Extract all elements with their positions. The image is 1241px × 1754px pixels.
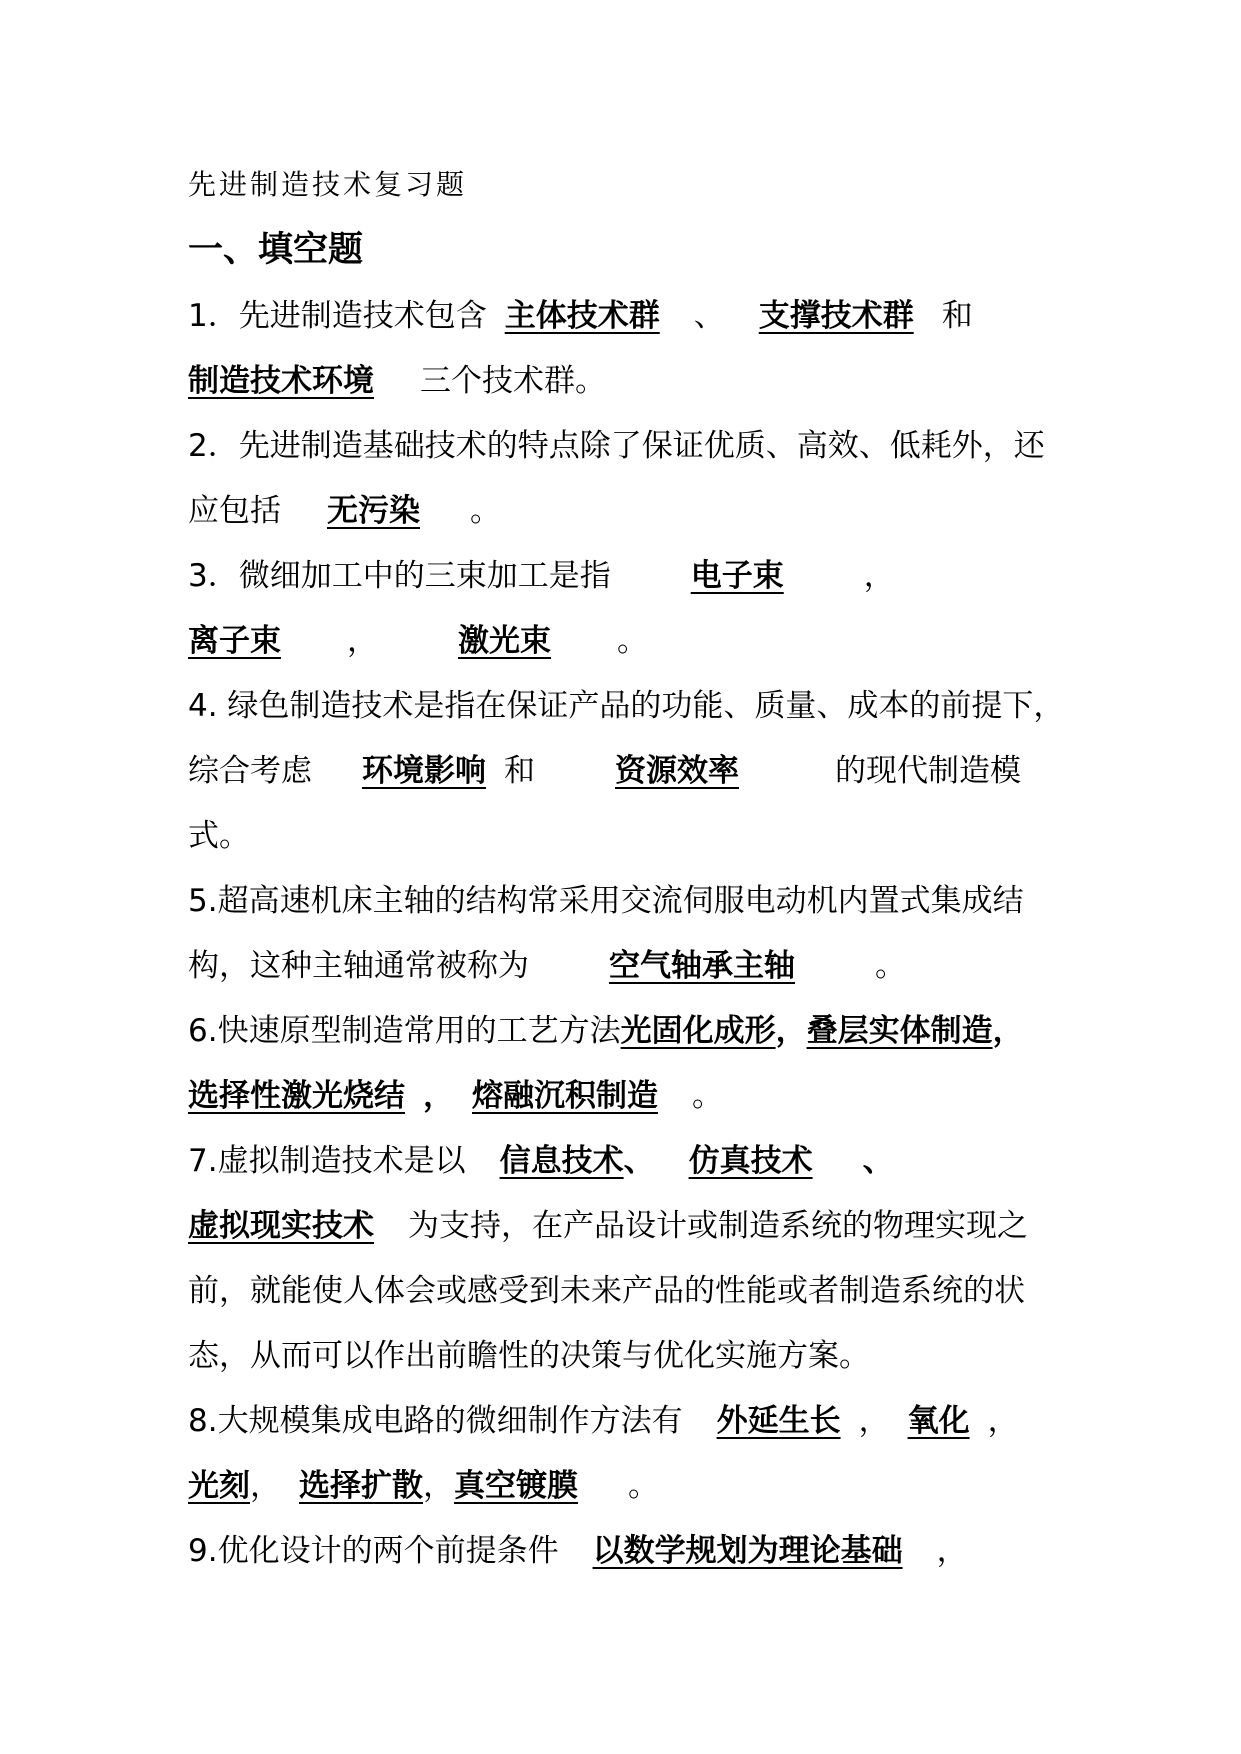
answer-blank: 离子束 — [188, 623, 281, 659]
answer-blank: 资源效率 — [615, 753, 739, 789]
question-text: 5.超高速机床主轴的结构常采用交流伺服电动机内置式集成结构，这种主轴通常被称为 — [188, 883, 1024, 984]
answer-blank: 选择性激光烧结 — [188, 1078, 405, 1114]
separator: ， — [347, 623, 378, 659]
answer-blank: 虚拟现实技术 — [188, 1208, 374, 1244]
answer-blank: 光固化成形 — [620, 1013, 776, 1049]
answer-blank: 以数学规划为理论基础 — [592, 1533, 903, 1569]
section-heading: 一、填空题 — [188, 230, 364, 270]
question-text: ， — [936, 1533, 968, 1569]
answer-blank: 主体技术群 — [504, 298, 660, 334]
answer-blank: 叠层实体制造 — [806, 1013, 993, 1049]
separator: ， — [992, 1013, 1024, 1049]
question-text: 3．微细加工中的三束加工是指 — [188, 558, 611, 594]
answer-blank: 熔融沉积制造 — [472, 1078, 658, 1114]
question-6 — [188, 999, 1068, 1129]
question-text: 7.虚拟制造技术是以 — [188, 1143, 466, 1179]
separator: ， — [863, 558, 895, 594]
separator: 、 — [862, 1143, 894, 1179]
answer-blank: 光刻 — [188, 1468, 250, 1504]
question-text: 。 — [617, 623, 648, 659]
answer-blank: 空气轴承主轴 — [609, 948, 795, 984]
separator: 和 — [504, 753, 535, 789]
question-7 — [188, 1129, 1068, 1389]
question-2 — [188, 414, 1068, 544]
question-text: 8.大规模集成电路的微细制作方法有 — [188, 1403, 683, 1439]
answer-blank: 氧化 — [907, 1403, 970, 1439]
answer-blank: 真空镀膜 — [454, 1468, 578, 1504]
answer-blank: 外延生长 — [716, 1403, 841, 1439]
answer-blank: 激光束 — [458, 623, 551, 659]
separator: 和 — [941, 298, 973, 334]
separator: ， — [423, 1468, 454, 1504]
question-text: 为支持，在产品设计或制造系统的物理实现之前，就能使人体会或感受到未来产品的性能或者制造系统的状态，从而可以作出前瞻性的决策与优化实施方案。 — [188, 1208, 1028, 1374]
question-text: 4. 绿色制造技术是指在保证产品的功能、质量、成本的前提下，综合考虑 — [188, 688, 1065, 789]
question-text: 2．先进制造基础技术的特点除了保证优质、高效、低耗外，还应包括 — [188, 428, 1045, 529]
question-1 — [188, 284, 1068, 414]
separator: 、 — [623, 1143, 655, 1179]
answer-blank: 环境影响 — [362, 753, 486, 789]
answer-blank: 支撑技术群 — [758, 298, 914, 334]
answer-blank: 信息技术 — [499, 1143, 624, 1179]
question-text: 9.优化设计的两个前提条件 — [188, 1533, 559, 1569]
question-text: 。 — [628, 1468, 659, 1504]
question-8 — [188, 1389, 1068, 1519]
question-text: 。 — [875, 948, 906, 984]
question-9 — [188, 1519, 1068, 1584]
separator: ， — [423, 1078, 454, 1114]
question-text: 。 — [692, 1078, 723, 1114]
question-text: 三个技术群。 — [420, 363, 606, 399]
question-list — [188, 284, 1068, 1584]
question-4 — [188, 674, 1068, 869]
answer-blank: 制造技术环境 — [188, 363, 374, 399]
separator: ， — [987, 1403, 1019, 1439]
question-5 — [188, 869, 1068, 999]
question-3 — [188, 544, 1068, 674]
question-text: 6.快速原型制造常用的工艺方法 — [188, 1013, 621, 1049]
question-text: 1．先进制造技术包含 — [188, 298, 487, 334]
separator: ， — [775, 1013, 807, 1049]
answer-blank: 选择扩散 — [299, 1468, 423, 1504]
document-title: 先进制造技术复习题 — [188, 168, 468, 201]
separator: 、 — [693, 298, 725, 334]
answer-blank: 仿真技术 — [688, 1143, 813, 1179]
separator: ， — [858, 1403, 890, 1439]
separator: ， — [250, 1468, 281, 1504]
question-text: 。 — [470, 493, 501, 529]
answer-blank: 无污染 — [327, 493, 420, 529]
answer-blank: 电子束 — [690, 558, 784, 594]
question-text: 的现代制造模式。 — [188, 753, 1021, 854]
